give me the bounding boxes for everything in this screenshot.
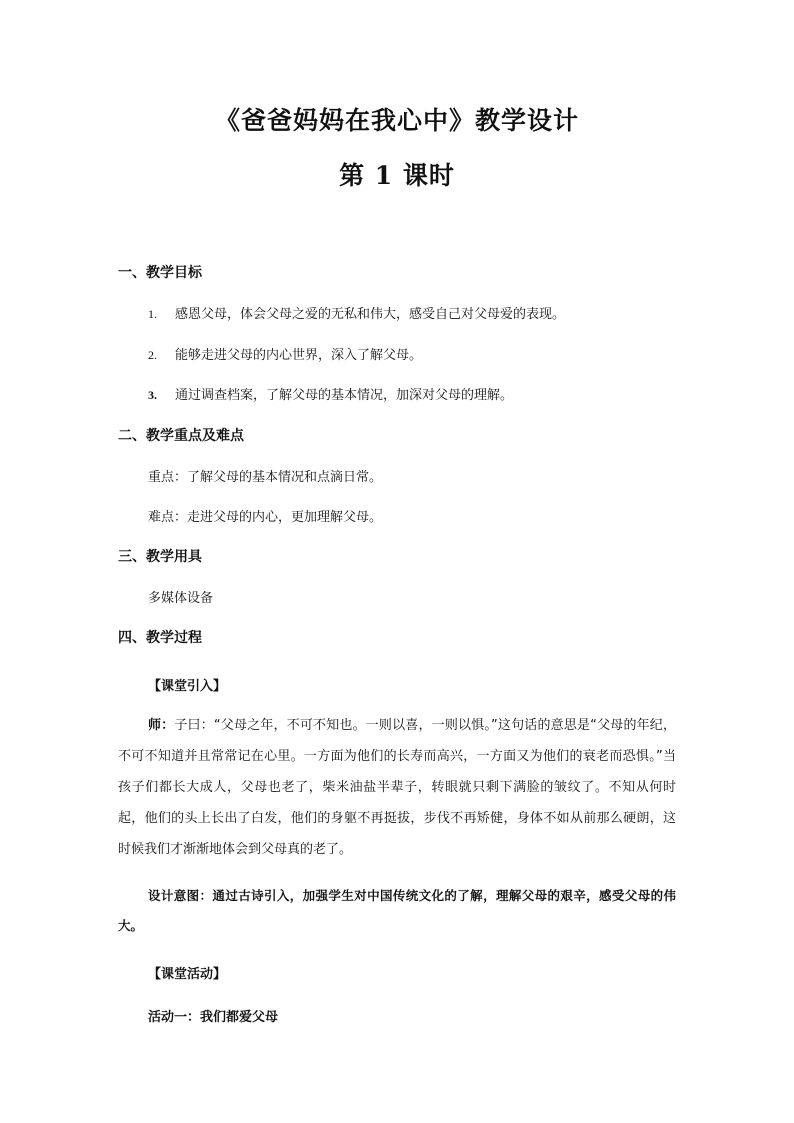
objective-item <box>148 303 565 322</box>
list-number: 2. <box>148 348 157 362</box>
teacher-text: 子曰：“父母之年，不可不知也。一则以喜，一则以惧。”这句话的意思是“父母的年纪，不可不知道并且常常记在心里。一方面为他们的长寿而高兴，一方面又为他们的衰老而恐惧。”当孩子们都长大成人，父母也老了，柴米油盐半辈子，转眼就只剩下满脸的皱纹了。不知从何时起，他们的头上长出了白发，他们的身躯不再挺拔，步伐不再矫健，身体不如从前那么硬朗，这时候我们才渐渐地体会到父母真的老了。 <box>118 718 676 857</box>
tools-text: 多媒体设备 <box>148 591 214 606</box>
teacher-paragraph <box>118 710 676 865</box>
list-text: 能够走进父母的内心世界，深入了解父母。 <box>175 348 423 363</box>
section-heading-process: 四、教学过程 <box>118 630 202 646</box>
objective-item <box>148 344 422 363</box>
list-number: 1. <box>148 307 157 321</box>
design-intent: 设计意图：通过古诗引入，加强学生对中国传统文化的了解，理解父母的艰辛，感受父母的伟大。 <box>118 888 676 933</box>
list-text: 通过调查档案，了解父母的基本情况，加深对父母的理解。 <box>175 388 514 403</box>
difficulty-text: 难点：走进父母的内心，更加理解父母。 <box>148 510 383 525</box>
intro-label: 【课堂引入】 <box>148 679 227 694</box>
activity-label: 【课堂活动】 <box>148 967 227 982</box>
objective-item <box>148 384 513 403</box>
lesson-subtitle: 第 1 课时 <box>339 161 455 190</box>
section-heading-key-points: 二、教学重点及难点 <box>118 428 244 444</box>
section-heading-tools: 三、教学用具 <box>118 549 202 565</box>
list-text: 感恩父母，体会父母之爱的无私和伟大，感受自己对父母爱的表现。 <box>175 307 566 322</box>
key-point-text: 重点：了解父母的基本情况和点滴日常。 <box>148 470 383 485</box>
section-heading-objectives: 一、教学目标 <box>118 265 202 281</box>
document-title: 《爸爸妈妈在我心中》教学设计 <box>214 106 579 135</box>
activity1-title: 活动一：我们都爱父母 <box>148 1010 279 1025</box>
list-number: 3. <box>148 388 157 402</box>
teacher-label: 师： <box>148 718 175 733</box>
